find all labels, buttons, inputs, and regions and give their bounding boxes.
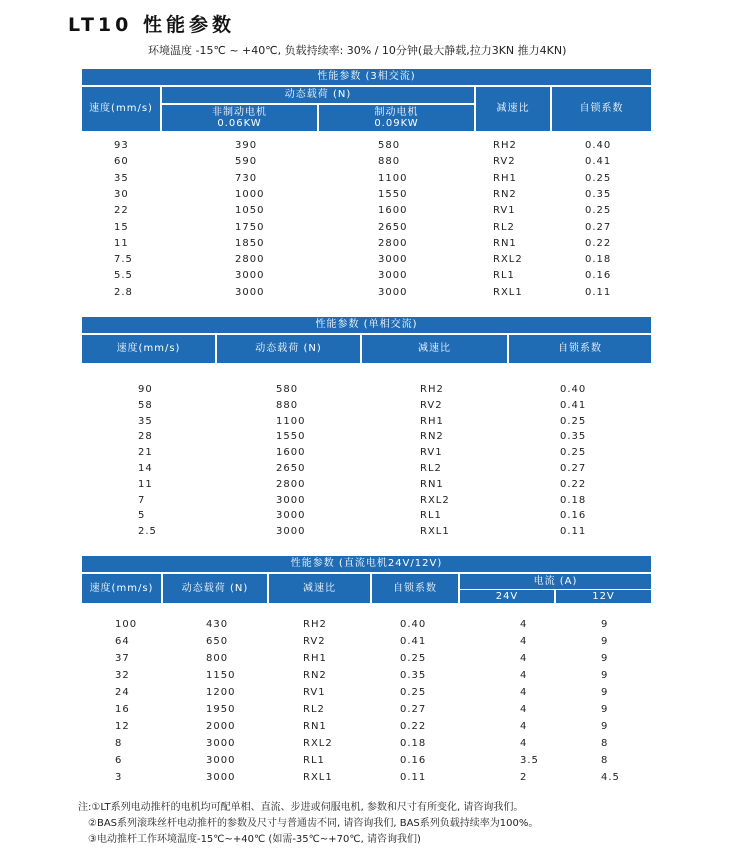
table-cell: 1050 [235, 205, 265, 217]
table-cell: 580 [378, 140, 401, 151]
table-cell: RH1 [303, 653, 327, 664]
table-row [0, 398, 730, 414]
table-cell: 14 [138, 463, 153, 474]
table-cell: RN2 [303, 670, 327, 681]
table-row [0, 414, 730, 430]
table-cell: 880 [378, 156, 401, 168]
table-cell: 3.5 [520, 755, 539, 766]
table-cell: 11 [114, 237, 129, 249]
table-cell: RH2 [420, 384, 444, 395]
table-cell: RV2 [493, 156, 516, 168]
table-cell: RV1 [420, 447, 443, 459]
table-cell: 0.41 [400, 636, 427, 647]
table-cell: 2650 [378, 221, 408, 233]
table-cell: 0.40 [585, 140, 612, 151]
footnotes [78, 800, 538, 848]
footnote-1: 注:①LT系列电动推杆的电机均可配单相、直流、步进或伺服电机, 参数和尺寸有所变化, 请咨询我们。 [78, 802, 524, 813]
table-cell: 0.25 [400, 687, 427, 698]
table-cell: 60 [114, 156, 129, 168]
table-cell: RN2 [493, 188, 517, 200]
page-subtitle: 环境温度 -15℃ ~ +40℃, 负载持续率: 30% / 10分钟(最大静载,拉力3KN 推力4KN) [148, 44, 567, 57]
table-cell: 15 [114, 221, 129, 233]
header-dynamic-load: 动态载荷 (N) [163, 574, 267, 603]
table-cell: 4 [520, 687, 528, 698]
table-cell: 0.41 [560, 399, 587, 411]
table-cell: 0.25 [560, 447, 587, 459]
table-row [0, 702, 730, 718]
table-cell: 1750 [235, 221, 265, 233]
table-cell: 2000 [206, 721, 236, 732]
header-current: 电流 (A) [460, 574, 651, 589]
table-cell: 9 [601, 670, 609, 681]
table-cell: 430 [206, 619, 229, 630]
table-cell: 0.11 [585, 286, 612, 298]
table-cell: 21 [138, 447, 153, 459]
table-cell: 0.22 [400, 721, 427, 732]
table-row [0, 187, 730, 203]
table-cell: 0.11 [400, 772, 427, 783]
table-cell: 0.25 [400, 653, 427, 664]
table-cell: 2800 [378, 237, 408, 249]
table-cell: RXL1 [420, 526, 450, 538]
table-cell: 3000 [378, 270, 408, 282]
table-cell: 6 [115, 755, 123, 766]
table-row [0, 736, 730, 752]
table-cell: 3000 [378, 286, 408, 298]
table-cell: 1600 [378, 205, 408, 217]
table-row [0, 461, 730, 477]
table-row [0, 719, 730, 735]
table-cell: 0.25 [585, 172, 612, 184]
table-cell: 9 [601, 704, 609, 715]
table-cell: 0.22 [560, 478, 587, 490]
table-cell: 580 [276, 384, 299, 395]
table-cell: 30 [114, 188, 129, 200]
table-cell: 7.5 [114, 254, 133, 266]
table-cell: 0.18 [585, 254, 612, 266]
table-row [0, 651, 730, 667]
table-row [0, 685, 730, 701]
header-nonbrake-motor [162, 105, 317, 131]
table-row [0, 220, 730, 236]
table-row [0, 236, 730, 252]
header-self-lock: 自锁系数 [509, 335, 651, 363]
header-24v: 24V [460, 590, 554, 603]
table-row [0, 429, 730, 445]
table-cell: 4.5 [601, 772, 620, 783]
table-row [0, 252, 730, 268]
table-cell: 12 [115, 721, 130, 732]
header-speed: 速度(mm/s) [82, 335, 215, 363]
table-cell: RL2 [420, 463, 442, 474]
table-cell: 3000 [206, 772, 236, 783]
table-cell: 3000 [206, 738, 236, 749]
table-cell: 3000 [276, 526, 306, 538]
table-cell: 0.27 [400, 704, 427, 715]
table-cell: RN1 [303, 721, 327, 732]
table-cell: 22 [114, 205, 129, 217]
header-brake-motor [319, 105, 474, 131]
table-cell: 0.18 [560, 494, 587, 506]
table-row [0, 668, 730, 684]
header-dynamic-load: 动态载荷 (N) [162, 87, 474, 103]
table-row [0, 524, 730, 540]
table-cell: RXL1 [303, 772, 333, 783]
table-cell: 2.5 [138, 526, 157, 538]
table-cell: RN2 [420, 431, 444, 443]
header-nonbrake-power: 0.06KW [217, 118, 262, 129]
table-cell: 58 [138, 399, 153, 411]
table-cell: 9 [601, 653, 609, 664]
header-dynamic-load: 动态载荷 (N) [217, 335, 360, 363]
table-cell: 0.27 [560, 463, 587, 474]
table-cell: 0.11 [560, 526, 587, 538]
table-cell: RL1 [493, 270, 515, 282]
table-cell: 8 [115, 738, 123, 749]
table-cell: 93 [114, 140, 129, 151]
table-cell: 0.18 [400, 738, 427, 749]
table-cell: RL1 [420, 510, 442, 522]
table-cell: 4 [520, 653, 528, 664]
table-cell: 35 [114, 172, 129, 184]
table-cell: 5 [138, 510, 146, 522]
table-cell: 0.35 [560, 431, 587, 443]
table-cell: RH1 [493, 172, 517, 184]
table-cell: RN1 [420, 478, 444, 490]
footnote-3: ③电动推杆工作环境温度-15℃~+40℃ (如需-35℃~+70℃, 请咨询我们) [88, 834, 421, 845]
table-cell: 9 [601, 619, 609, 630]
table-cell: 64 [115, 636, 130, 647]
table-cell: 1100 [378, 172, 408, 184]
table-row [0, 154, 730, 170]
table-cell: 1200 [206, 687, 236, 698]
table-cell: 650 [206, 636, 229, 647]
table-cell: 0.40 [560, 384, 587, 395]
table-cell: 1950 [206, 704, 236, 715]
table-cell: RH1 [420, 415, 444, 427]
table-cell: 0.16 [400, 755, 427, 766]
table-cell: 4 [520, 704, 528, 715]
table-cell: 0.25 [560, 415, 587, 427]
table-cell: RV1 [493, 205, 516, 217]
table-cell: 2 [520, 772, 528, 783]
table-cell: 3000 [276, 510, 306, 522]
table-cell: 8 [601, 755, 609, 766]
table-cell: RN1 [493, 237, 517, 249]
table-cell: 4 [520, 721, 528, 732]
table-cell: 1550 [378, 188, 408, 200]
table-cell: 4 [520, 619, 528, 630]
table-cell: 5.5 [114, 270, 133, 282]
header-nonbrake-label: 非制动电机 [212, 106, 267, 118]
table-caption: 性能参数 (直流电机24V/12V) [82, 556, 651, 572]
table-cell: 4 [520, 738, 528, 749]
table-cell: 1150 [206, 670, 236, 681]
table-row [0, 268, 730, 284]
table-row [0, 508, 730, 524]
table-cell: 90 [138, 384, 153, 395]
table-cell: 0.27 [585, 221, 612, 233]
table-cell: 9 [601, 687, 609, 698]
header-speed: 速度(mm/s) [82, 574, 161, 603]
table-cell: 2800 [276, 478, 306, 490]
header-reduction-ratio: 减速比 [476, 87, 550, 131]
table-cell: 24 [115, 687, 130, 698]
table-cell: 11 [138, 478, 153, 490]
table-cell: 390 [235, 140, 258, 151]
table-cell: RV2 [420, 399, 443, 411]
table-cell: 1000 [235, 188, 265, 200]
header-self-lock: 自锁系数 [552, 87, 651, 131]
table-row [0, 138, 730, 154]
table-cell: 0.16 [560, 510, 587, 522]
table-row [0, 382, 730, 398]
table-cell: 32 [115, 670, 130, 681]
table-cell: RV2 [303, 636, 326, 647]
table-cell: 2.8 [114, 286, 133, 298]
table-cell: 0.22 [585, 237, 612, 249]
table-cell: 3000 [378, 254, 408, 266]
table-cell: 1600 [276, 447, 306, 459]
table-cell: 3000 [276, 494, 306, 506]
table-cell: 9 [601, 636, 609, 647]
table-cell: 3 [115, 772, 123, 783]
table-cell: 35 [138, 415, 153, 427]
table-cell: 2650 [276, 463, 306, 474]
table-row [0, 477, 730, 493]
table-cell: 590 [235, 156, 258, 168]
table-cell: 1850 [235, 237, 265, 249]
table-cell: 3000 [235, 270, 265, 282]
table-cell: 0.25 [585, 205, 612, 217]
table-cell: 7 [138, 494, 146, 506]
table-cell: RXL2 [493, 254, 523, 266]
table-row [0, 617, 730, 633]
table-cell: RH2 [303, 619, 327, 630]
header-reduction-ratio: 减速比 [362, 335, 507, 363]
table-cell: 3000 [206, 755, 236, 766]
table-cell: 800 [206, 653, 229, 664]
table-cell: 28 [138, 431, 153, 443]
table-cell: RL1 [303, 755, 325, 766]
table-cell: 100 [115, 619, 138, 630]
table-cell: 2800 [235, 254, 265, 266]
table-cell: 9 [601, 721, 609, 732]
table-cell: 0.16 [585, 270, 612, 282]
table-row [0, 753, 730, 769]
table-cell: 0.41 [585, 156, 612, 168]
table-cell: 0.35 [585, 188, 612, 200]
table-row [0, 171, 730, 187]
table-row [0, 634, 730, 650]
table-caption: 性能参数 (3相交流) [82, 69, 651, 85]
header-self-lock: 自锁系数 [372, 574, 458, 603]
table-cell: RXL2 [420, 494, 450, 506]
header-speed: 速度(mm/s) [82, 87, 160, 131]
table-cell: 730 [235, 172, 258, 184]
table-cell: RXL2 [303, 738, 333, 749]
table-cell: RL2 [493, 221, 515, 233]
table-caption: 性能参数 (单相交流) [82, 317, 651, 333]
footnote-2: ②BAS系列滚珠丝杆电动推杆的参数及尺寸与普通齿不同, 请咨询我们, BAS系列负载持续率为100%。 [88, 818, 539, 829]
table-cell: 1550 [276, 431, 306, 443]
table-cell: RV1 [303, 687, 326, 698]
table-cell: RH2 [493, 140, 517, 151]
header-brake-label: 制动电机 [374, 106, 419, 118]
header-reduction-ratio: 减速比 [269, 574, 370, 603]
table-cell: 16 [115, 704, 130, 715]
table-row [0, 285, 730, 301]
table-cell: RXL1 [493, 286, 523, 298]
table-row [0, 493, 730, 509]
page-title: LT10 性能参数 [68, 14, 235, 36]
table-row [0, 770, 730, 786]
table-cell: RL2 [303, 704, 325, 715]
table-cell: 4 [520, 670, 528, 681]
table-cell: 3000 [235, 286, 265, 298]
header-brake-power: 0.09KW [374, 118, 419, 129]
table-cell: 37 [115, 653, 130, 664]
table-cell: 4 [520, 636, 528, 647]
table-cell: 1100 [276, 415, 306, 427]
table-cell: 0.35 [400, 670, 427, 681]
table-cell: 0.40 [400, 619, 427, 630]
table-cell: 8 [601, 738, 609, 749]
table-row [0, 445, 730, 461]
table-row [0, 203, 730, 219]
table-cell: 880 [276, 399, 299, 411]
header-12v: 12V [556, 590, 651, 603]
